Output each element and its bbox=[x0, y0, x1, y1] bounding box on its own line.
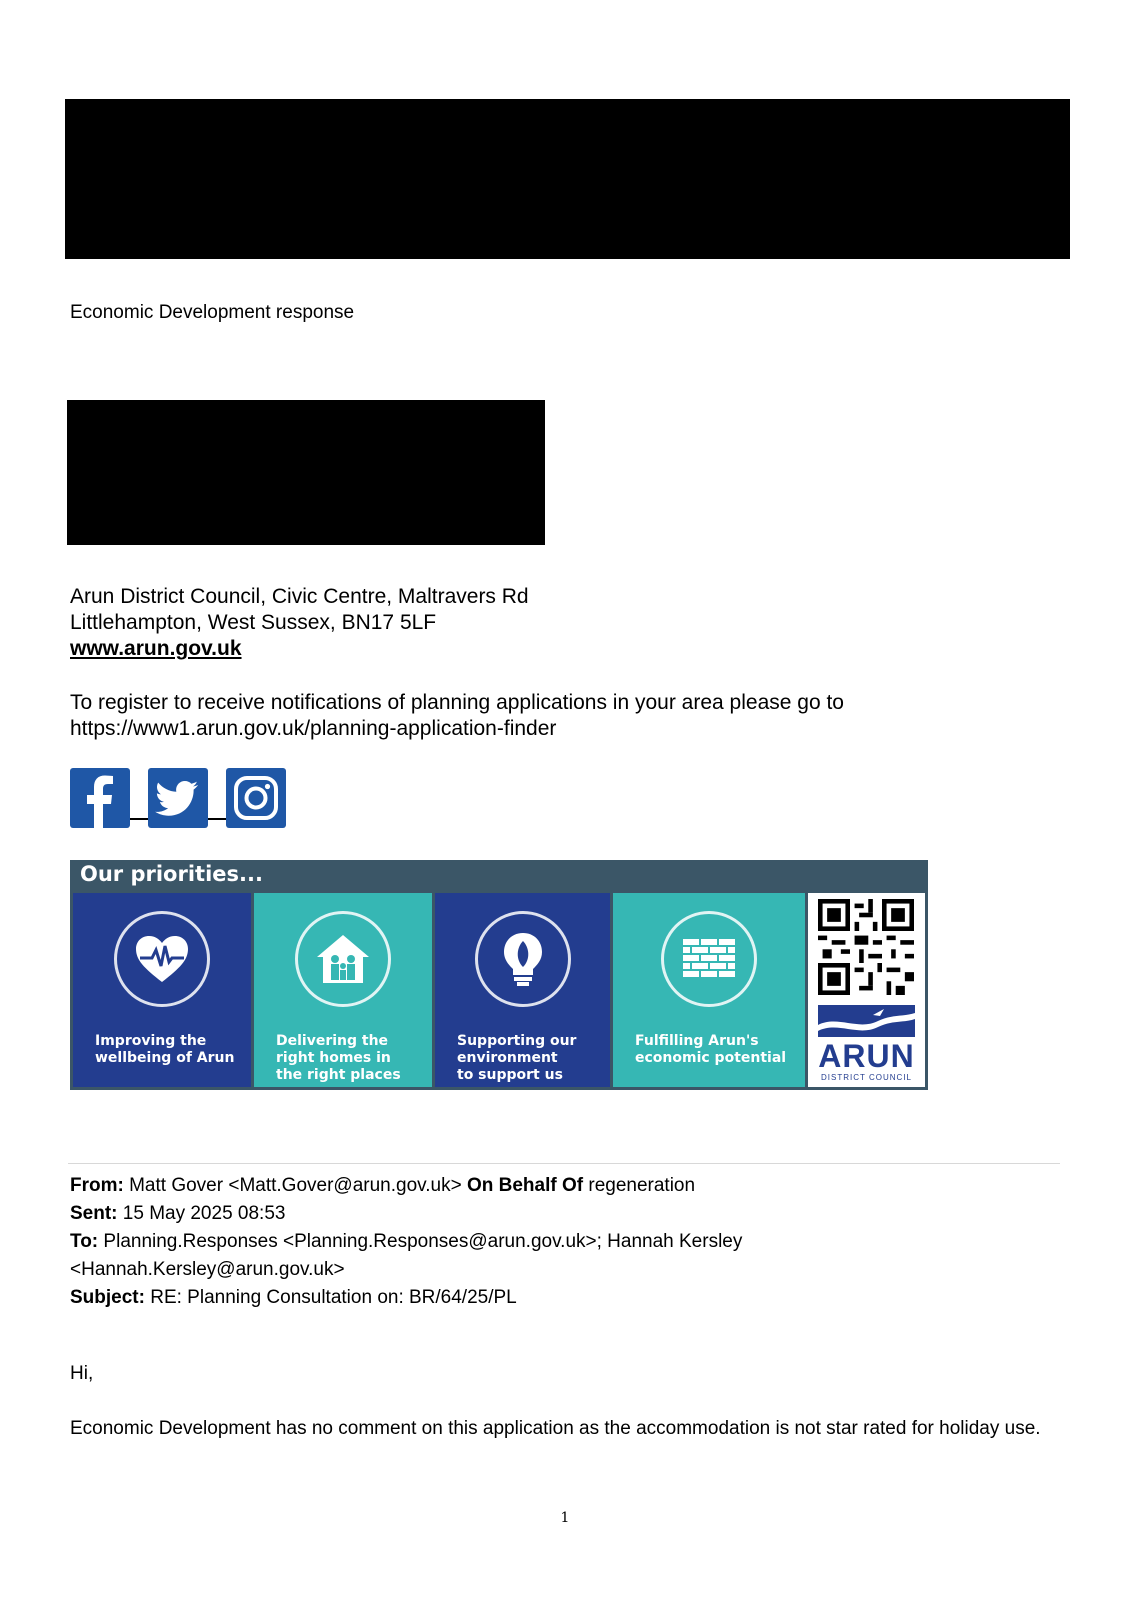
heart-icon bbox=[134, 934, 190, 984]
house-family-icon bbox=[315, 933, 371, 985]
page-number: 1 bbox=[560, 1510, 570, 1526]
sent-row: Sent: 15 May 2025 08:53 bbox=[70, 1203, 286, 1224]
address-line-1: Arun District Council, Civic Centre, Maltravers Rd bbox=[70, 585, 529, 608]
from-row: From: Matt Gover <Matt.Gover@arun.gov.uk> On Behalf Of regeneration bbox=[70, 1175, 696, 1196]
priority-label: Fulfilling Arun's economic potential bbox=[635, 1033, 787, 1066]
redaction-block-top bbox=[65, 99, 1070, 259]
document-heading: Economic Development response bbox=[70, 302, 355, 323]
instagram-icon[interactable] bbox=[226, 768, 286, 828]
priority-panel-economy bbox=[613, 893, 805, 1087]
arun-logo-waves bbox=[818, 1005, 915, 1037]
social-separator bbox=[208, 818, 226, 820]
facebook-icon[interactable] bbox=[70, 768, 130, 828]
to-row: To: Planning.Responses <Planning.Responses@arun.gov.uk>; Hannah Kersley bbox=[70, 1231, 743, 1252]
notice-link[interactable]: https://www1.arun.gov.uk/planning-application-finder bbox=[70, 717, 557, 740]
priority-circle bbox=[295, 911, 391, 1007]
brick-wall-icon bbox=[681, 937, 737, 981]
twitter-icon[interactable] bbox=[148, 768, 208, 828]
qr-code-icon[interactable] bbox=[818, 899, 914, 995]
banner-title: Our priorities... bbox=[80, 862, 263, 886]
priority-panel-environment bbox=[435, 893, 610, 1087]
address-line-2: Littlehampton, West Sussex, BN17 5LF bbox=[70, 611, 437, 634]
website-link[interactable]: www.arun.gov.uk bbox=[70, 637, 242, 660]
priority-circle bbox=[661, 911, 757, 1007]
council-address bbox=[70, 584, 529, 662]
notification-notice bbox=[70, 690, 970, 742]
arun-logo-subtitle: DISTRICT COUNCIL bbox=[821, 1073, 912, 1082]
priorities-banner bbox=[70, 860, 928, 1090]
email-body: Economic Development has no comment on this application as the accommodation is not star rated for holiday use. bbox=[70, 1418, 1041, 1439]
subject-row: Subject: RE: Planning Consultation on: BR/64/25/PL bbox=[70, 1287, 517, 1308]
social-separator bbox=[130, 818, 148, 820]
redaction-block-signature bbox=[67, 400, 545, 545]
lightbulb-leaf-icon bbox=[501, 931, 545, 987]
email-headers bbox=[70, 1172, 742, 1312]
priority-circle bbox=[475, 911, 571, 1007]
priority-panel-wellbeing bbox=[73, 893, 251, 1087]
priority-panel-homes bbox=[254, 893, 432, 1087]
header-divider bbox=[68, 1163, 1060, 1164]
qr-logo-area bbox=[808, 893, 925, 1087]
arun-logo-name: ARUN bbox=[818, 1038, 915, 1074]
priority-label: Delivering the right homes in the right places bbox=[276, 1033, 401, 1083]
to-row-continued: <Hannah.Kersley@arun.gov.uk> bbox=[70, 1259, 345, 1280]
greeting: Hi, bbox=[70, 1363, 94, 1384]
notice-line-1: To register to receive notifications of planning applications in your area please go to bbox=[70, 691, 844, 714]
priority-circle bbox=[114, 911, 210, 1007]
priority-label: Improving the wellbeing of Arun bbox=[95, 1033, 235, 1066]
priority-label: Supporting our environment to support us bbox=[457, 1033, 577, 1083]
